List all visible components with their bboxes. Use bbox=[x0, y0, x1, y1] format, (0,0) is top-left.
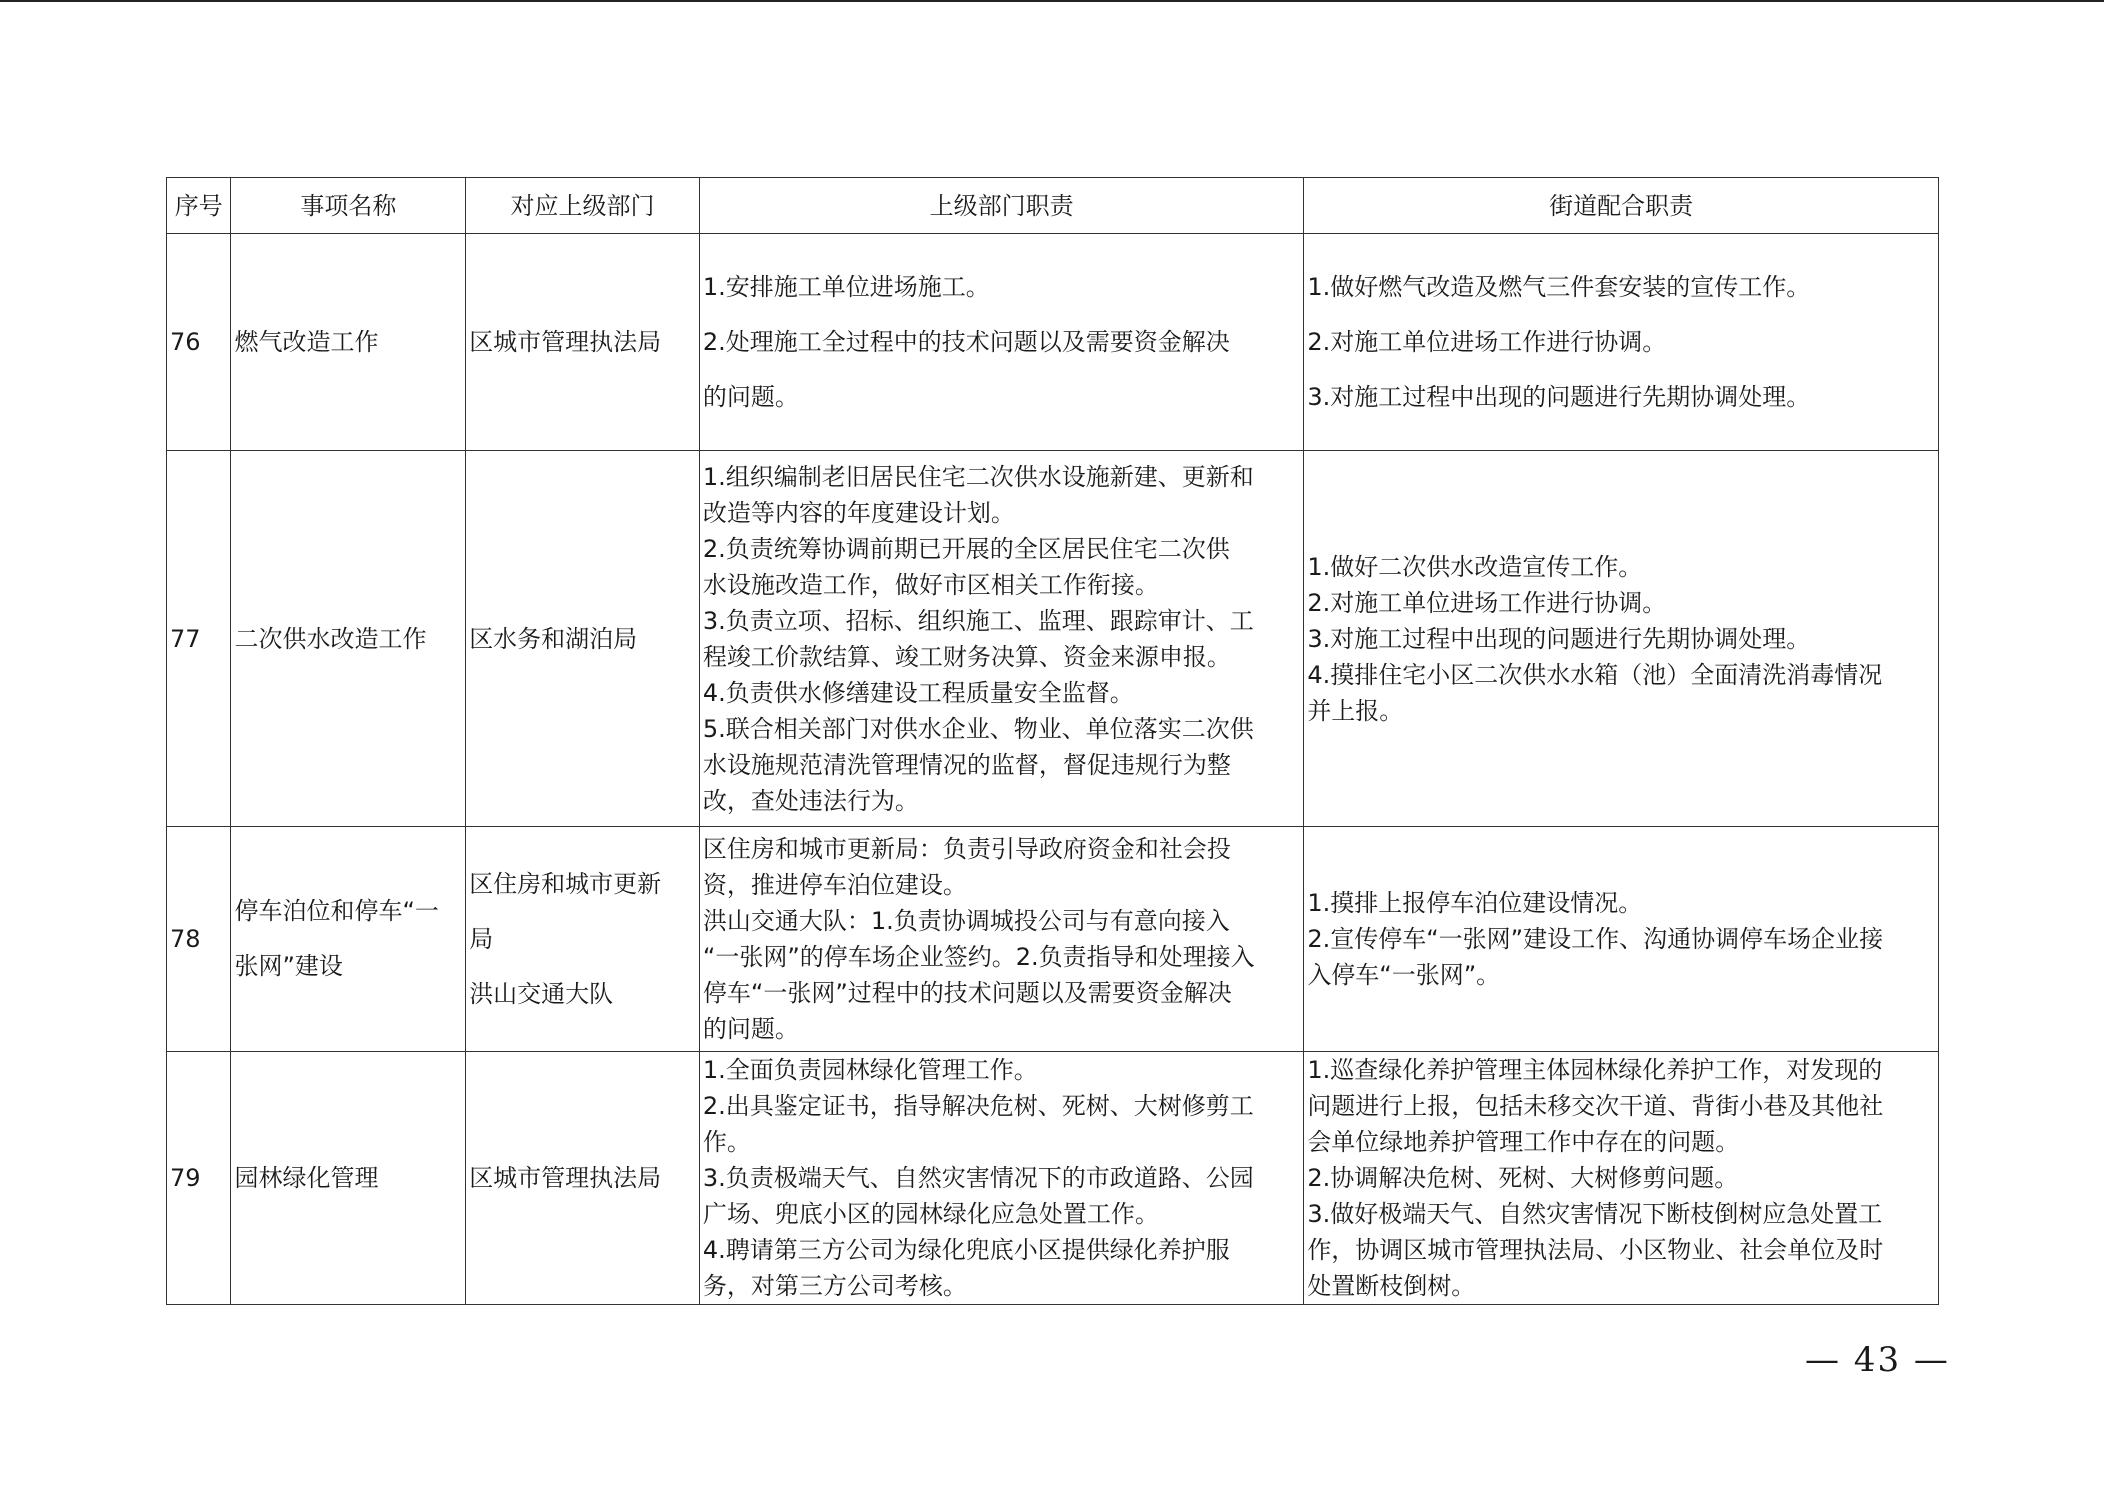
upper-duty: 区住房和城市更新局：负责引导政府资金和社会投 资，推进停车泊位建设。 洪山交通大队：1.负责协调城投公司与有意向接入 “一张网”的停车场企业签约。2.负责指导和处理接入 停车“一张网”过程中的技术问题以及需要资金解决 的问题。 bbox=[699, 827, 1303, 1052]
upper-dept: 区城市管理执法局 bbox=[466, 234, 700, 451]
street-duty: 1.巡查绿化养护管理主体园林绿化养护工作，对发现的 问题进行上报，包括未移交次干道、背街小巷及其他社 会单位绿地养护管理工作中存在的问题。 2.协调解决危树、死树、大树修剪问题。 3.做好极端天气、自然灾害情况下断枝倒树应急处置工 作，协调区城市管理执法局、小区物业、社会单位及时 处置断枝倒树。 bbox=[1304, 1052, 1939, 1305]
row-number: 76 bbox=[167, 234, 231, 451]
header-upper-duty: 上级部门职责 bbox=[699, 178, 1303, 234]
row-number: 77 bbox=[167, 451, 231, 827]
table-row bbox=[167, 827, 1939, 1052]
table-row bbox=[167, 451, 1939, 827]
upper-dept: 区水务和湖泊局 bbox=[466, 451, 700, 827]
top-border-line bbox=[0, 0, 2104, 2]
item-name: 停车泊位和停车“一 张网”建设 bbox=[231, 827, 466, 1052]
table-header-row bbox=[167, 178, 1939, 234]
street-duty: 1.做好燃气改造及燃气三件套安装的宣传工作。 2.对施工单位进场工作进行协调。 3.对施工过程中出现的问题进行先期协调处理。 bbox=[1304, 234, 1939, 451]
item-name: 二次供水改造工作 bbox=[231, 451, 466, 827]
duty-table bbox=[166, 177, 1939, 1305]
upper-duty: 1.组织编制老旧居民住宅二次供水设施新建、更新和 改造等内容的年度建设计划。 2.负责统筹协调前期已开展的全区居民住宅二次供 水设施改造工作，做好市区相关工作衔接。 3.负责立项、招标、组织施工、监理、跟踪审计、工 程竣工价款结算、竣工财务决算、资金来源申报。 4.负责供水修缮建设工程质量安全监督。 5.联合相关部门对供水企业、物业、单位落实二次供 水设施规范清洗管理情况的监督，督促违规行为整 改，查处违法行为。 bbox=[699, 451, 1303, 827]
row-number: 78 bbox=[167, 827, 231, 1052]
street-duty: 1.摸排上报停车泊位建设情况。 2.宣传停车“一张网”建设工作、沟通协调停车场企业接 入停车“一张网”。 bbox=[1304, 827, 1939, 1052]
upper-dept: 区住房和城市更新 局 洪山交通大队 bbox=[466, 827, 700, 1052]
street-duty: 1.做好二次供水改造宣传工作。 2.对施工单位进场工作进行协调。 3.对施工过程中出现的问题进行先期协调处理。 4.摸排住宅小区二次供水水箱（池）全面清洗消毒情况 并上报。 bbox=[1304, 451, 1939, 827]
table-row bbox=[167, 1052, 1939, 1305]
row-number: 79 bbox=[167, 1052, 231, 1305]
table-row bbox=[167, 234, 1939, 451]
header-street-duty: 街道配合职责 bbox=[1304, 178, 1939, 234]
header-upper-dept: 对应上级部门 bbox=[466, 178, 700, 234]
header-no: 序号 bbox=[167, 178, 231, 234]
upper-duty: 1.全面负责园林绿化管理工作。 2.出具鉴定证书，指导解决危树、死树、大树修剪工 作。 3.负责极端天气、自然灾害情况下的市政道路、公园 广场、兜底小区的园林绿化应急处置工作。 4.聘请第三方公司为绿化兜底小区提供绿化养护服 务，对第三方公司考核。 bbox=[699, 1052, 1303, 1305]
item-name: 园林绿化管理 bbox=[231, 1052, 466, 1305]
upper-duty: 1.安排施工单位进场施工。 2.处理施工全过程中的技术问题以及需要资金解决 的问题。 bbox=[699, 234, 1303, 451]
item-name: 燃气改造工作 bbox=[231, 234, 466, 451]
page-number: — 43 — bbox=[1805, 1340, 1950, 1380]
header-item-name: 事项名称 bbox=[231, 178, 466, 234]
upper-dept: 区城市管理执法局 bbox=[466, 1052, 700, 1305]
